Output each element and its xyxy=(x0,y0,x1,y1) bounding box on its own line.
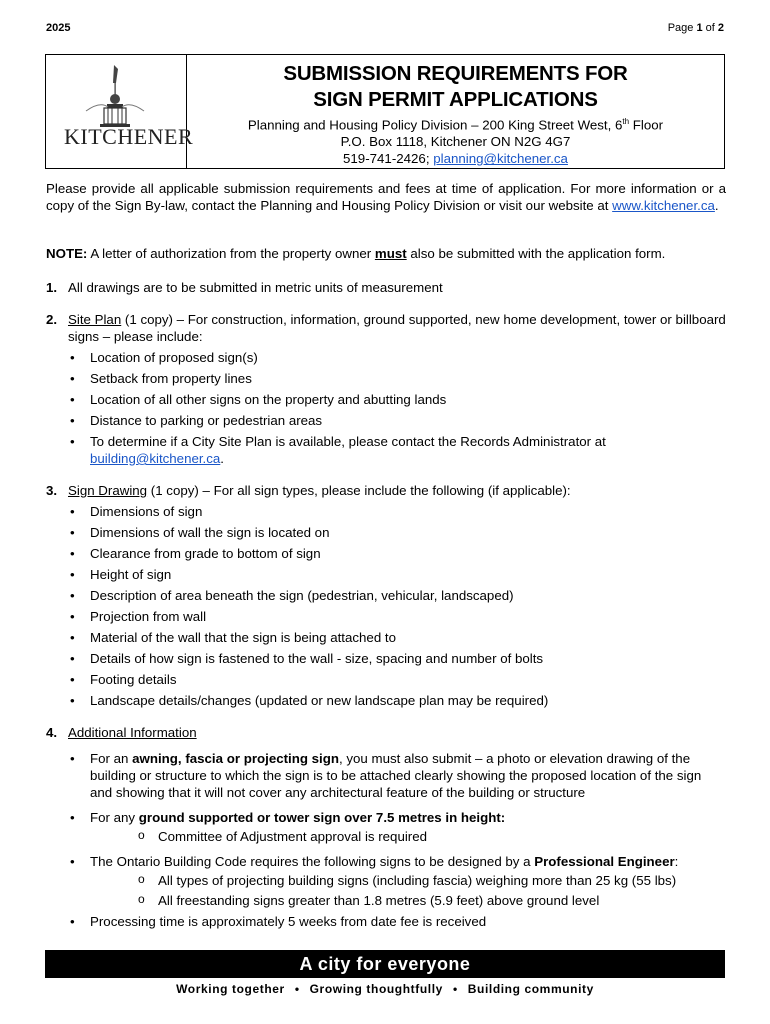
planning-email-link[interactable]: planning@kitchener.ca xyxy=(433,151,568,167)
page-prefix: Page xyxy=(667,22,697,34)
site-plan-list xyxy=(68,349,726,467)
item-1: 1. All drawings are to be submitted in metric units of measurement xyxy=(46,280,443,295)
page-number xyxy=(668,22,724,34)
list-item: • Projection from wall xyxy=(68,608,726,625)
sub-list-item: o All freestanding signs greater than 1.8 metres (5.9 feet) above ground level xyxy=(136,892,726,909)
page-title-line1: SUBMISSION REQUIREMENTS FOR xyxy=(283,62,628,85)
sub-list-item: o All types of projecting building signs (including fascia) weighing more than 25 kg (55 lbs) xyxy=(136,872,726,889)
item-3-sign-drawing: 3. Sign Drawing (1 copy) – For all sign types, please include the following (if applicable): • Dimensions of sign • Dimensions of wall the sign is located on • Clearance from grade to bottom of sign • Height of sign • Description of area beneath the sign (pedestrian, vehicular, landscaped) • Projection from wall • Material of the wall that the sign is being attached to • Details of how sign is fastened to the wall - size, spacing and number of bolts • Footing details • Landscape details/changes (updated or new landscape plan may be required) xyxy=(46,482,726,713)
footer-slogan-bar: A city for everyone xyxy=(45,950,725,978)
list-item: • For an awning, fascia or projecting sign, you must also submit – a photo or elevation drawing of the building or structure to which the sign is to be attached clearly showing the proposed location of the sign and showing that it will not cover any architectural feature of the building or structure xyxy=(68,750,726,801)
list-item: • Material of the wall that the sign is being attached to xyxy=(68,629,726,646)
list-item: • Landscape details/changes (updated or new landscape plan may be required) xyxy=(68,692,726,709)
sign-drawing-list xyxy=(68,503,726,709)
item-2-site-plan: 2. Site Plan (1 copy) – For construction, information, ground supported, new home development, tower or billboard signs – please include: • Location of proposed sign(s) • Setback from property lines • Location of all other signs on the property and abutting lands • Distance to parking or pedestrian areas • To determine if a City Site Plan is available, please contact the Records Administrator at building@kitchener.ca. xyxy=(46,311,726,471)
page-of: of xyxy=(702,22,718,34)
note-paragraph: NOTE: A letter of authorization from the property owner must also be submitted with the application form. xyxy=(46,246,666,261)
list-item: • For any ground supported or tower sign over 7.5 metres in height: o Committee of Adjustment approval is required xyxy=(68,809,726,845)
page-current: 1 xyxy=(696,22,703,34)
additional-info-list xyxy=(68,750,726,930)
page-total: 2 xyxy=(717,22,724,34)
document-year: 2025 xyxy=(46,22,71,34)
page-title-line2: SIGN PERMIT APPLICATIONS xyxy=(313,88,598,111)
logo-wordmark: KITCHENER xyxy=(64,124,194,149)
phone: 519-741-2426; xyxy=(343,151,434,167)
list-item: • Footing details xyxy=(68,671,726,688)
list-item: • Dimensions of wall the sign is located on xyxy=(68,524,726,541)
website-link[interactable]: www.kitchener.ca xyxy=(612,198,715,213)
list-item: • Dimensions of sign xyxy=(68,503,726,520)
intro-paragraph: Please provide all applicable submission requirements and fees at time of application. For more information or a copy of the Sign By-law, contact the Planning and Housing Policy Division or visit our website at www.kitchener.ca. xyxy=(46,181,726,213)
building-email-link[interactable]: building@kitchener.ca xyxy=(90,451,221,466)
list-item: • Location of all other signs on the property and abutting lands xyxy=(68,391,726,408)
contact-line xyxy=(187,150,724,167)
list-item: • The Ontario Building Code requires the following signs to be designed by a Professional Engineer: o All types of projecting building signs (including fascia) weighing more than 25 kg (55 lbs) o All freestanding signs greater than 1.8 metres (5.9 feet) above ground level xyxy=(68,853,726,909)
kitchener-logo xyxy=(46,55,194,168)
item-4-additional-info: 4. Additional Information • For an awning, fascia or projecting sign, you must also submit – a photo or elevation drawing of the building or structure to which the sign is to be attached clearly showing the proposed location of the sign and showing that it will not cover any architectural feature of the building or structure • For any ground supported or tower sign over 7.5 metres in height: o Committee of Adjustment approval is required • The Ontario Building Code requires the following signs to be designed by a Professional Engineer: o All types of projecting building signs (including fascia) weighing more than 25 kg (55 lbs) o All freestanding signs greater than 1.8 metres (5.9 feet) above ground level • Processing time is approximately 5 weeks from date fee is received xyxy=(46,724,726,934)
header-box xyxy=(45,54,725,169)
list-item: • Height of sign xyxy=(68,566,726,583)
list-item: • Description of area beneath the sign (pedestrian, vehicular, landscaped) xyxy=(68,587,726,604)
title-block xyxy=(187,55,724,168)
city-hall-tower-icon xyxy=(60,61,170,131)
address-line1: Planning and Housing Policy Division – 200 King Street West, 6th Floor xyxy=(247,117,664,133)
list-item: • To determine if a City Site Plan is available, please contact the Records Administrator at building@kitchener.ca. xyxy=(68,433,726,467)
footer-tagline: Working together • Growing thoughtfully • Building community xyxy=(176,982,594,996)
list-item: • Details of how sign is fastened to the wall - size, spacing and number of bolts xyxy=(68,650,726,667)
list-item: • Processing time is approximately 5 weeks from date fee is received xyxy=(68,913,726,930)
list-item: • Distance to parking or pedestrian areas xyxy=(68,412,726,429)
list-item: • Setback from property lines xyxy=(68,370,726,387)
sub-list-item: o Committee of Adjustment approval is required xyxy=(136,828,726,845)
list-item: • Location of proposed sign(s) xyxy=(68,349,726,366)
address-line2: P.O. Box 1118, Kitchener ON N2G 4G7 xyxy=(340,134,571,150)
list-item: • Clearance from grade to bottom of sign xyxy=(68,545,726,562)
